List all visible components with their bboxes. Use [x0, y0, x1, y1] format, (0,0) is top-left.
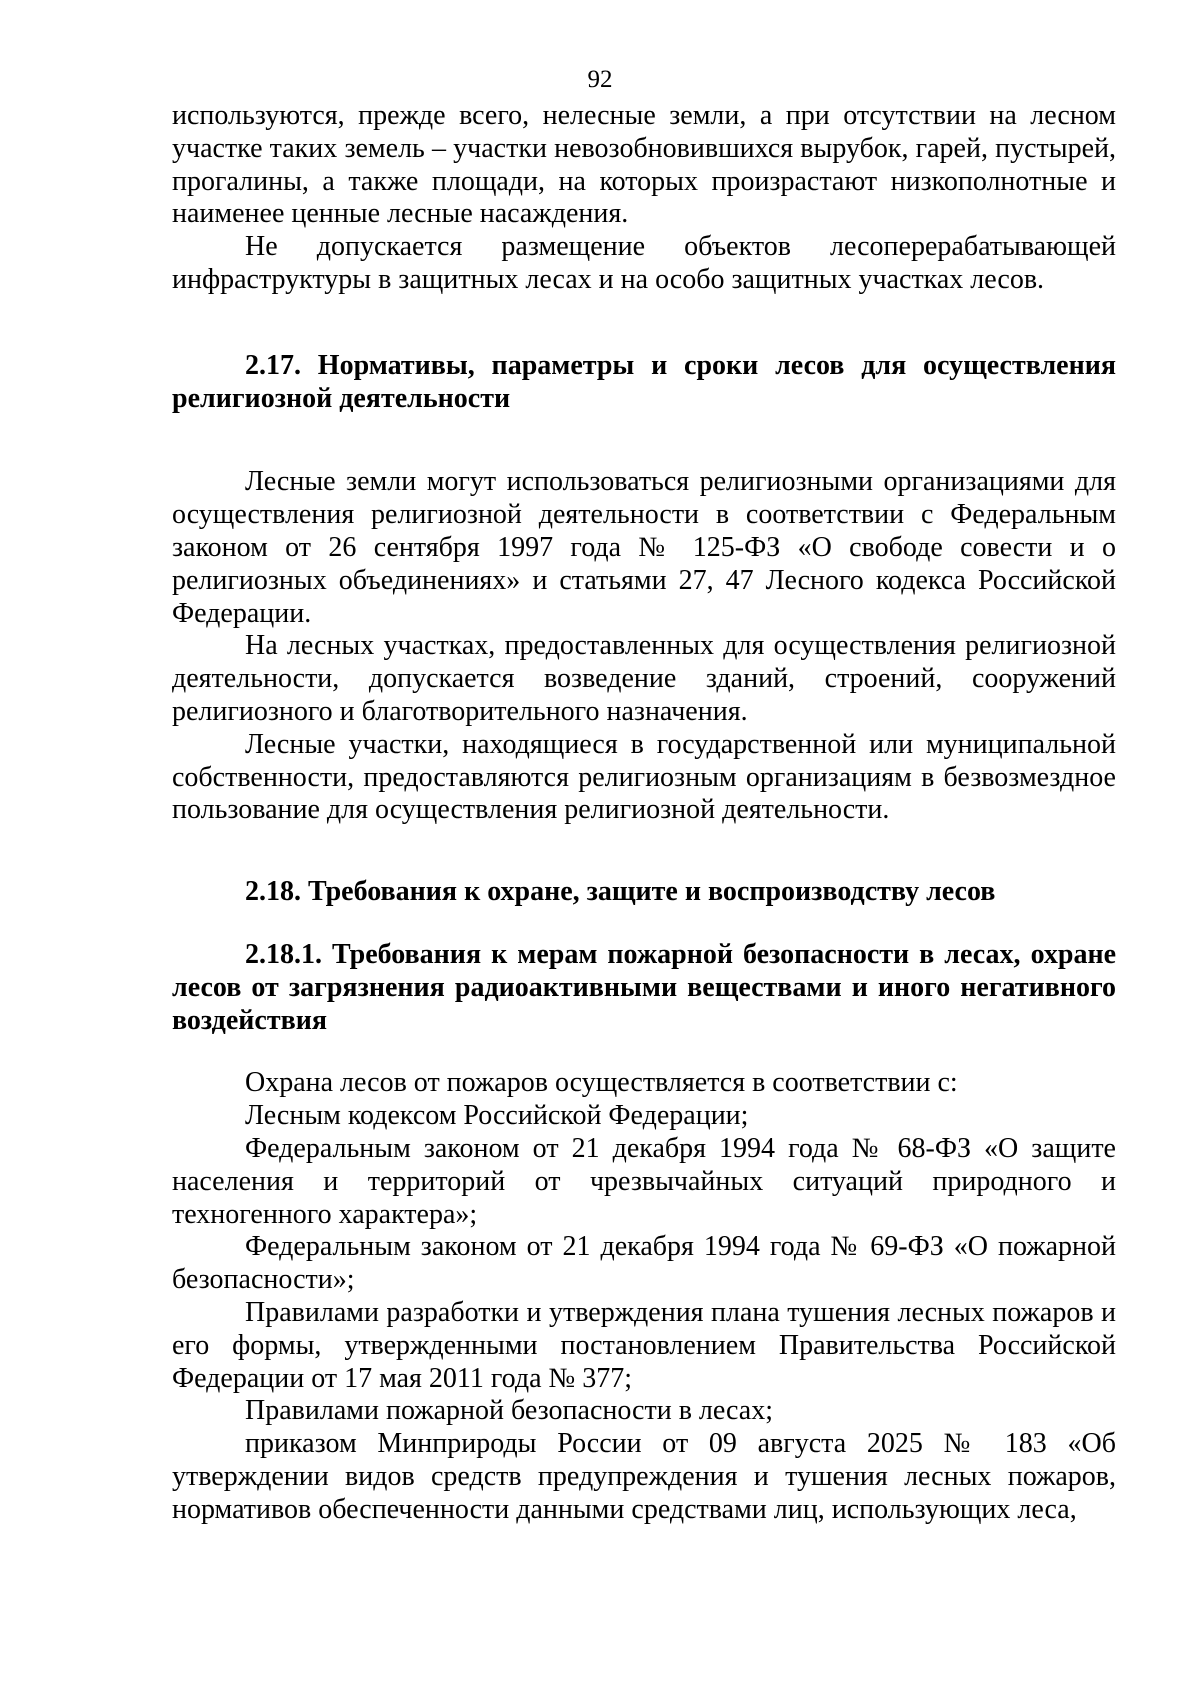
paragraph: Охрана лесов от пожаров осуществляется в соответствии с:	[245, 1067, 958, 1099]
paragraph: Лесные участки, находящиеся в государственной или муниципальной собственности, предоставляются религиозным организациям в безвозмездное пользование для осуществления религиозной деятельности.	[172, 728, 1116, 826]
paragraph: Лесные земли могут использоваться религиозными организациями для осуществления религиозной деятельности в соответствии с Федеральным законом от 26 сентября 1997 года № 125-ФЗ «О свободе совести и о религиозных объединениях» и статьями 27, 47 Лесного кодекса Российской Федерации.	[172, 466, 1116, 629]
section-heading-2-18-1: 2.18.1. Требования к мерам пожарной безопасности в лесах, охране лесов от загрязнения радиоактивными веществами и иного негативного воздействия	[172, 938, 1116, 1036]
spacer	[172, 415, 1116, 466]
paragraph: используются, прежде всего, нелесные земли, а при отсутствии на лесном участке таких земель – участки невозобновившихся вырубок, гарей, пустырей, прогалины, а также площади, на которых произрастают низкополнотные и наименее ценные лесные насаждения.	[172, 100, 1116, 230]
paragraph: Федеральным законом от 21 декабря 1994 года № 69-ФЗ «О пожарной безопасности»;	[172, 1231, 1116, 1296]
paragraph: Федеральным законом от 21 декабря 1994 года № 68-ФЗ «О защите населения и территорий от чрезвычайных ситуаций природного и техногенного характера»;	[172, 1132, 1116, 1230]
spacer	[172, 827, 1116, 876]
spacer	[172, 297, 1116, 350]
document-body	[172, 100, 1116, 1526]
paragraph: Лесным кодексом Российской Федерации;	[245, 1100, 749, 1132]
paragraph: На лесных участках, предоставленных для осуществления религиозной деятельности, допускается возведение зданий, строений, сооружений религиозного и благотворительного назначения.	[172, 630, 1116, 727]
section-heading-2-18: 2.18. Требования к охране, защите и воспроизводству лесов	[245, 876, 996, 908]
paragraph: Не допускается размещение объектов лесоперерабатывающей инфраструктуры в защитных лесах и на особо защитных участках лесов.	[172, 231, 1116, 295]
section-heading-2-17: 2.17. Нормативы, параметры и сроки лесов для осуществления религиозной деятельности	[172, 349, 1116, 414]
page-number: 92	[587, 66, 613, 93]
paragraph: приказом Минприроды России от 09 августа 2025 № 183 «Об утверждении видов средств предупреждения и тушения лесных пожаров, нормативов обеспеченности данными средствами лиц, использующих леса,	[172, 1428, 1116, 1525]
paragraph: Правилами пожарной безопасности в лесах;	[245, 1395, 773, 1427]
spacer	[172, 909, 1116, 939]
paragraph: Правилами разработки и утверждения плана тушения лесных пожаров и его формы, утвержденными постановлением Правительства Российской Федерации от 17 мая 2011 года № 377;	[172, 1296, 1116, 1394]
spacer	[172, 1037, 1116, 1067]
